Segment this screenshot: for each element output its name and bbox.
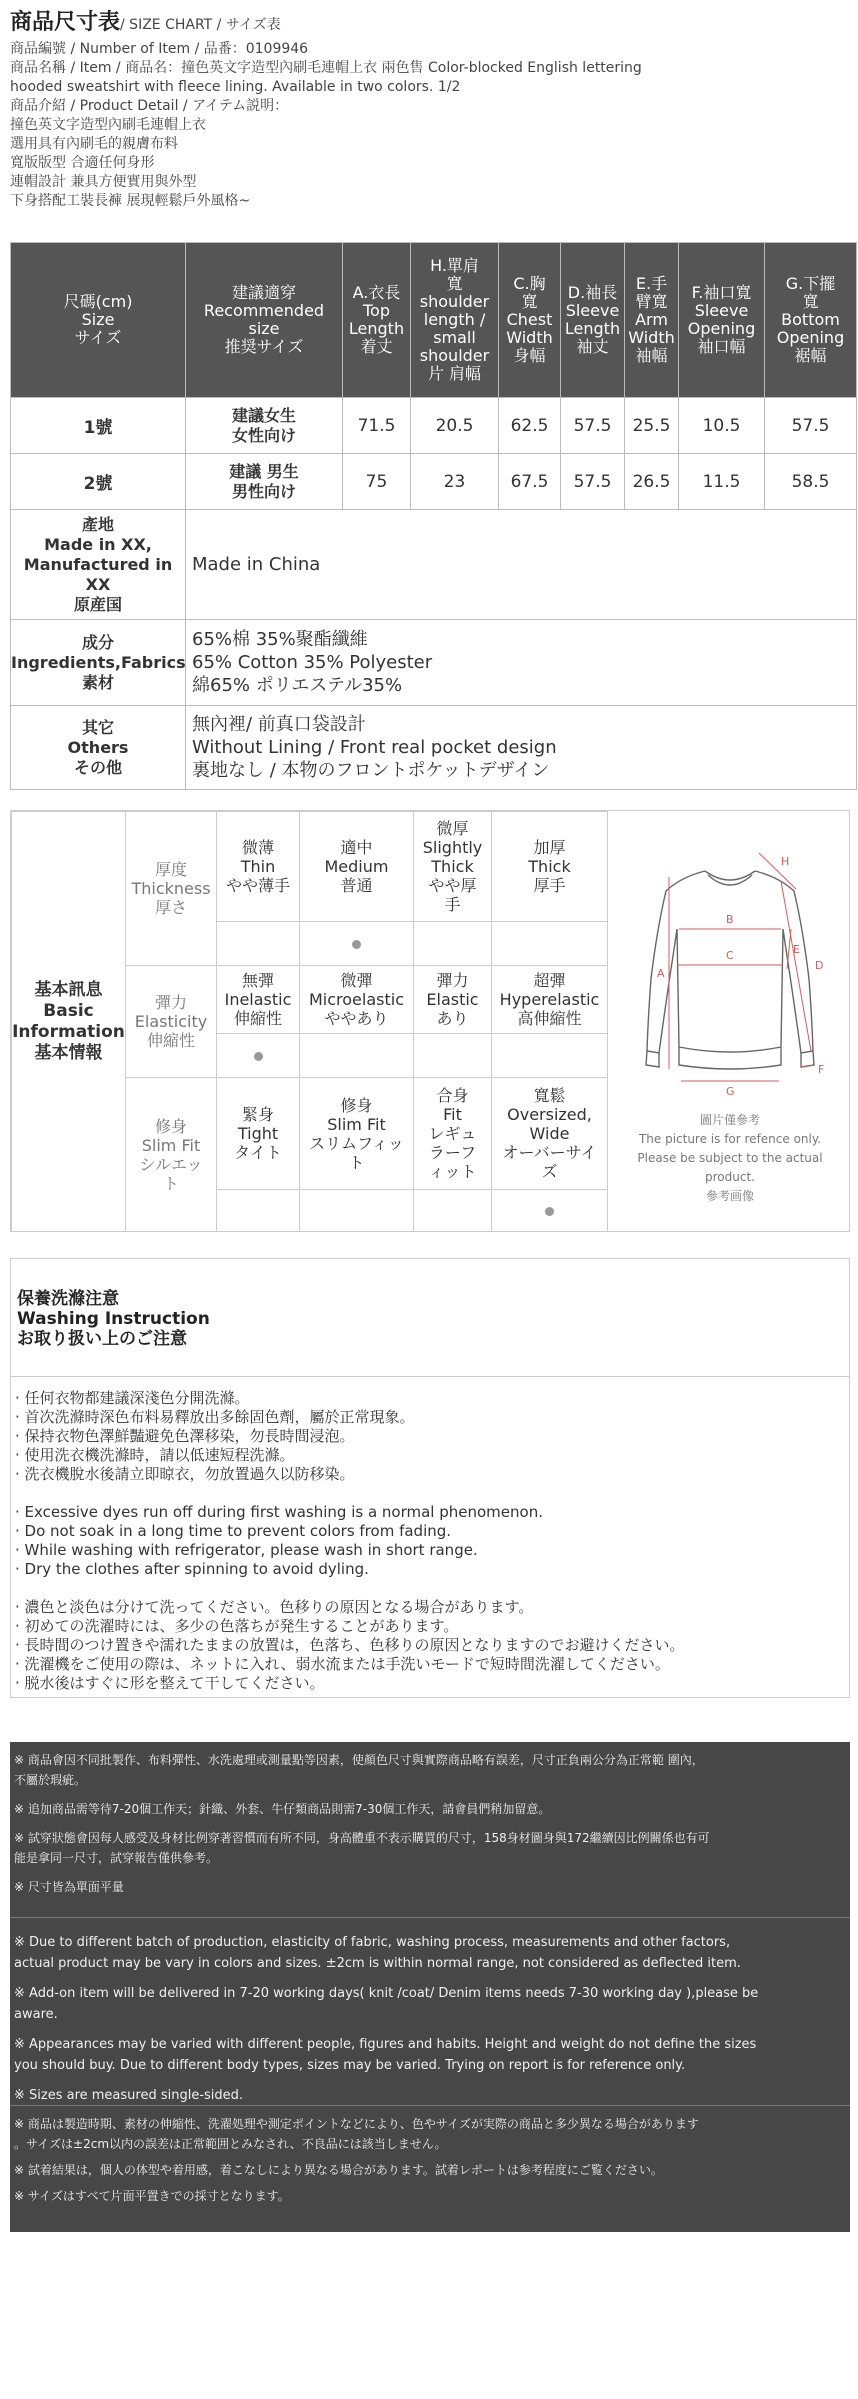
detail-heading: 商品介紹 / Product Detail / アイテム説明： <box>10 98 289 114</box>
size-cell: 2號 <box>11 454 186 510</box>
diagram-letter: A <box>657 967 665 980</box>
indicator-cell <box>300 922 414 966</box>
notes-en <box>10 1918 850 2106</box>
thickness-option: 微厚 Slightly Thick やや厚 手 <box>414 812 492 922</box>
indicator-cell <box>217 1034 300 1078</box>
value-cell: 71.5 <box>343 398 411 454</box>
item-name-line-2: hooded sweatshirt with fleece lining. Available in two colors. 1/2 <box>10 79 461 95</box>
basic-info-table <box>11 811 608 1232</box>
origin-row <box>11 510 857 620</box>
ingredients-value: 65%棉 35%聚酯纖維 65% Cotton 35% Polyester 綿65% ポリエステル35% <box>186 620 857 706</box>
fit-option: 修身 Slim Fit スリムフィッ ト <box>300 1078 414 1190</box>
washing-ja <box>15 1598 849 1693</box>
recommended-cell: 建議女生 女性向け <box>186 398 343 454</box>
diagram-letter: F <box>818 1063 825 1076</box>
fit-label: 修身 Slim Fit シルエッ ト <box>126 1078 217 1232</box>
washing-body <box>11 1377 849 1693</box>
notes-zh <box>10 1742 850 1918</box>
notes-section <box>10 1742 850 2232</box>
value-cell: 26.5 <box>625 454 679 510</box>
diagram-letter: D <box>815 959 824 972</box>
thickness-option: 加厚 Thick 厚手 <box>492 812 608 922</box>
item-name-line-1: 商品名稱 / Item / 商品名：撞色英文字造型內刷毛連帽上衣 兩色售 Color-blocked English lettering <box>10 60 642 76</box>
diagram-letter: G <box>726 1085 735 1098</box>
indicator-cell <box>300 1190 414 1232</box>
value-cell: 57.5 <box>561 454 625 510</box>
selected-dot-icon <box>254 1052 263 1061</box>
diagram-letter: C <box>726 949 734 962</box>
size-table <box>10 242 857 790</box>
indicator-cell <box>492 1190 608 1232</box>
origin-value: Made in China <box>186 510 857 620</box>
diagram-letter: H <box>781 855 790 868</box>
note-item: ※ 試穿狀態會因每人感受及身材比例穿著習慣而有所不同，身高體重不表示購買的尺寸，158身材圖身與172繼續因比例關係也有可 能是拿同一尺寸，試穿報告僅供參考。 <box>14 1831 710 1865</box>
list-item: · 長時間のつけ置きや濡れたままの放置は，色落ち、色移りの原因となりますのでお避けください。 <box>15 1636 685 1654</box>
diagram-letter: B <box>726 913 734 926</box>
diagram-caption: 圖片僅參考 The picture is for refence only. Please be subject to the actual product. 參考画像 <box>637 1113 823 1203</box>
table-row <box>11 454 857 510</box>
page-title-sub: / SIZE CHART / サイズ表 <box>120 17 281 33</box>
item-number: 商品編號 / Number of Item / 品番：0109946 <box>10 41 309 57</box>
others-value: 無內裡/ 前真口袋設計 Without Lining / Front real pocket design 裏地なし / 本物のフロントポケットデザイン <box>186 706 857 790</box>
product-header <box>10 8 850 211</box>
indicator-cell <box>217 1190 300 1232</box>
value-cell: 62.5 <box>499 398 561 454</box>
list-item: · 使用洗衣機洗滌時，請以低速短程洗滌。 <box>15 1446 295 1464</box>
size-table-header-row <box>11 243 857 398</box>
ingredients-label: 成分 Ingredients,Fabrics 素材 <box>11 620 186 706</box>
elastic-option: 微彈 Microelastic ややあり <box>300 966 414 1034</box>
header-sleeve-opening: F.袖口寬 Sleeve Opening 袖口幅 <box>679 243 765 398</box>
note-item: ※ Appearances may be varied with different people, figures and habits. Height and weight do not define the sizes you should buy. Due to different body types, sizes may be varied. Trying on report is for reference only. <box>14 2037 757 2073</box>
indicator-cell <box>300 1034 414 1078</box>
value-cell: 57.5 <box>765 398 857 454</box>
list-item: · 初めての洗濯時には、多少の色落ちが発生することがあります。 <box>15 1617 459 1635</box>
list-item: · Excessive dyes run off during first washing is a normal phenomenon. <box>15 1503 543 1521</box>
elastic-label: 彈力 Elasticity 伸縮性 <box>126 966 217 1078</box>
note-item: ※ 商品は製造時期、素材の伸縮性、洗濯処理や測定ポイントなどにより、色やサイズが実際の商品と多少異なる場合があります 。サイズは±2cm以内の誤差は正常範囲とみなされ、不良品には該当しません。 <box>14 2117 699 2151</box>
detail-line: 下身搭配工裝長褲 展現輕鬆戶外風格~ <box>10 193 251 209</box>
fit-option: 緊身 Tight タイト <box>217 1078 300 1190</box>
list-item: · While washing with refrigerator, please wash in short range. <box>15 1541 478 1559</box>
list-item: · 首次洗滌時深色布料易釋放出多餘固色劑，屬於正常現象。 <box>15 1408 415 1426</box>
detail-line: 選用具有內刷毛的親膚布料 <box>10 136 178 152</box>
detail-line: 撞色英文字造型內刷毛連帽上衣 <box>10 117 206 133</box>
value-cell: 57.5 <box>561 398 625 454</box>
fit-option: 合身 Fit レギュ ラーフ ィット <box>414 1078 492 1190</box>
header-arm-width: E.手 臂寬 Arm Width 袖幅 <box>625 243 679 398</box>
fit-option: 寬鬆 Oversized, Wide オーバーサイ ズ <box>492 1078 608 1190</box>
page-title: 商品尺寸表/ SIZE CHART / サイズ表 <box>10 10 281 35</box>
thickness-label: 厚度 Thickness 厚さ <box>126 812 217 966</box>
notes-ja <box>10 2106 850 2232</box>
others-label: 其它 Others その他 <box>11 706 186 790</box>
recommended-cell: 建議 男生 男性向け <box>186 454 343 510</box>
value-cell: 75 <box>343 454 411 510</box>
header-shoulder: H.單肩 寬 shoulder length / small shoulder 片 肩幅 <box>411 243 499 398</box>
sweater-icon <box>611 819 849 1109</box>
header-bottom-opening: G.下擺 寬 Bottom Opening 裾幅 <box>765 243 857 398</box>
header-recommended: 建議適穿 Recommended size 推奨サイズ <box>186 243 343 398</box>
value-cell: 23 <box>411 454 499 510</box>
list-item: · 脱水後はすぐに形を整えて干してください。 <box>15 1674 325 1692</box>
detail-line: 寬版版型 合適任何身形 <box>10 155 155 171</box>
note-item: ※ 追加商品需等待7-20個工作天；針織、外套、牛仔類商品則需7-30個工作天，請會員們稍加留意。 <box>14 1802 551 1816</box>
indicator-cell <box>414 1190 492 1232</box>
note-item: ※ サイズはすべて片面平置きでの採寸となります。 <box>14 2189 290 2203</box>
washing-zh <box>15 1389 849 1484</box>
header-size: 尺碼(cm) Size サイズ <box>11 243 186 398</box>
list-item: · Dry the clothes after spinning to avoid dyling. <box>15 1560 369 1578</box>
note-item: ※ 尺寸皆為單面平量 <box>14 1880 124 1894</box>
size-cell: 1號 <box>11 398 186 454</box>
header-sleeve-length: D.袖長 Sleeve Length 袖丈 <box>561 243 625 398</box>
value-cell: 67.5 <box>499 454 561 510</box>
value-cell: 20.5 <box>411 398 499 454</box>
note-item: ※ Add-on item will be delivered in 7-20 working days( knit /coat/ Denim items needs 7-30 working day ),please be aware. <box>14 1986 759 2022</box>
value-cell: 58.5 <box>765 454 857 510</box>
ingredients-row <box>11 620 857 706</box>
washing-en <box>15 1503 849 1579</box>
elastic-option: 超彈 Hyperelastic 高伸縮性 <box>492 966 608 1034</box>
washing-heading: 保養洗滌注意 Washing Instruction お取り扱い上のご注意 <box>11 1259 849 1377</box>
list-item: · 洗濯機をご使用の際は、ネットに入れ、弱水流または手洗いモードで短時間洗濯してください。 <box>15 1655 670 1673</box>
note-item: ※ 商品會因不同批製作、布料彈性、水洗處理或測量點等因素，使顏色尺寸與實際商品略有誤差，尺寸正負兩公分為正常範 圍內， 不屬於瑕疵。 <box>14 1753 704 1787</box>
list-item: · 任何衣物都建議深淺色分開洗滌。 <box>15 1389 250 1407</box>
sweater-measurement-diagram <box>611 819 849 1229</box>
note-item: ※ Due to different batch of production, elasticity of fabric, washing process, measurements and other factors, actual product may be vary in colors and sizes. ±2cm is within normal range, not considered as deflected item. <box>14 1935 741 1971</box>
list-item: · Do not soak in a long time to prevent colors from fading. <box>15 1522 452 1540</box>
indicator-cell <box>217 922 300 966</box>
basic-info-section <box>10 810 850 1232</box>
list-item: · 保持衣物色澤鮮豔避免色澤移染，勿長時間浸泡。 <box>15 1427 355 1445</box>
basic-info-title: 基本訊息 Basic Information 基本情報 <box>12 812 126 1232</box>
value-cell: 10.5 <box>679 398 765 454</box>
indicator-cell <box>492 922 608 966</box>
header-chest: C.胸 寬 Chest Width 身幅 <box>499 243 561 398</box>
elastic-option: 無彈 Inelastic 伸縮性 <box>217 966 300 1034</box>
indicator-cell <box>414 922 492 966</box>
thickness-option: 微薄 Thin やや薄手 <box>217 812 300 922</box>
value-cell: 25.5 <box>625 398 679 454</box>
note-item: ※ Sizes are measured single-sided. <box>14 2088 244 2103</box>
table-row <box>11 398 857 454</box>
elastic-option: 彈力 Elastic あり <box>414 966 492 1034</box>
washing-section <box>10 1258 850 1698</box>
selected-dot-icon <box>545 1207 554 1216</box>
detail-line: 連帽設計 兼具方便實用與外型 <box>10 174 197 190</box>
thickness-option: 適中 Medium 普通 <box>300 812 414 922</box>
indicator-cell <box>414 1034 492 1078</box>
diagram-letter: E <box>793 943 800 956</box>
list-item: · 濃色と淡色は分けて洗ってください。色移りの原因となる場合があります。 <box>15 1598 534 1616</box>
note-item: ※ 試着結果は，個人の体型や着用感，着こなしにより異なる場合があります。試着レポートは参考程度にご覧ください。 <box>14 2163 663 2177</box>
selected-dot-icon <box>352 940 361 949</box>
list-item: · 洗衣機脫水後請立即晾衣，勿放置過久以防移染。 <box>15 1465 355 1483</box>
header-top-length: A.衣長 Top Length 着丈 <box>343 243 411 398</box>
indicator-cell <box>492 1034 608 1078</box>
value-cell: 11.5 <box>679 454 765 510</box>
origin-label: 產地 Made in XX, Manufactured in XX 原産国 <box>11 510 186 620</box>
others-row <box>11 706 857 790</box>
